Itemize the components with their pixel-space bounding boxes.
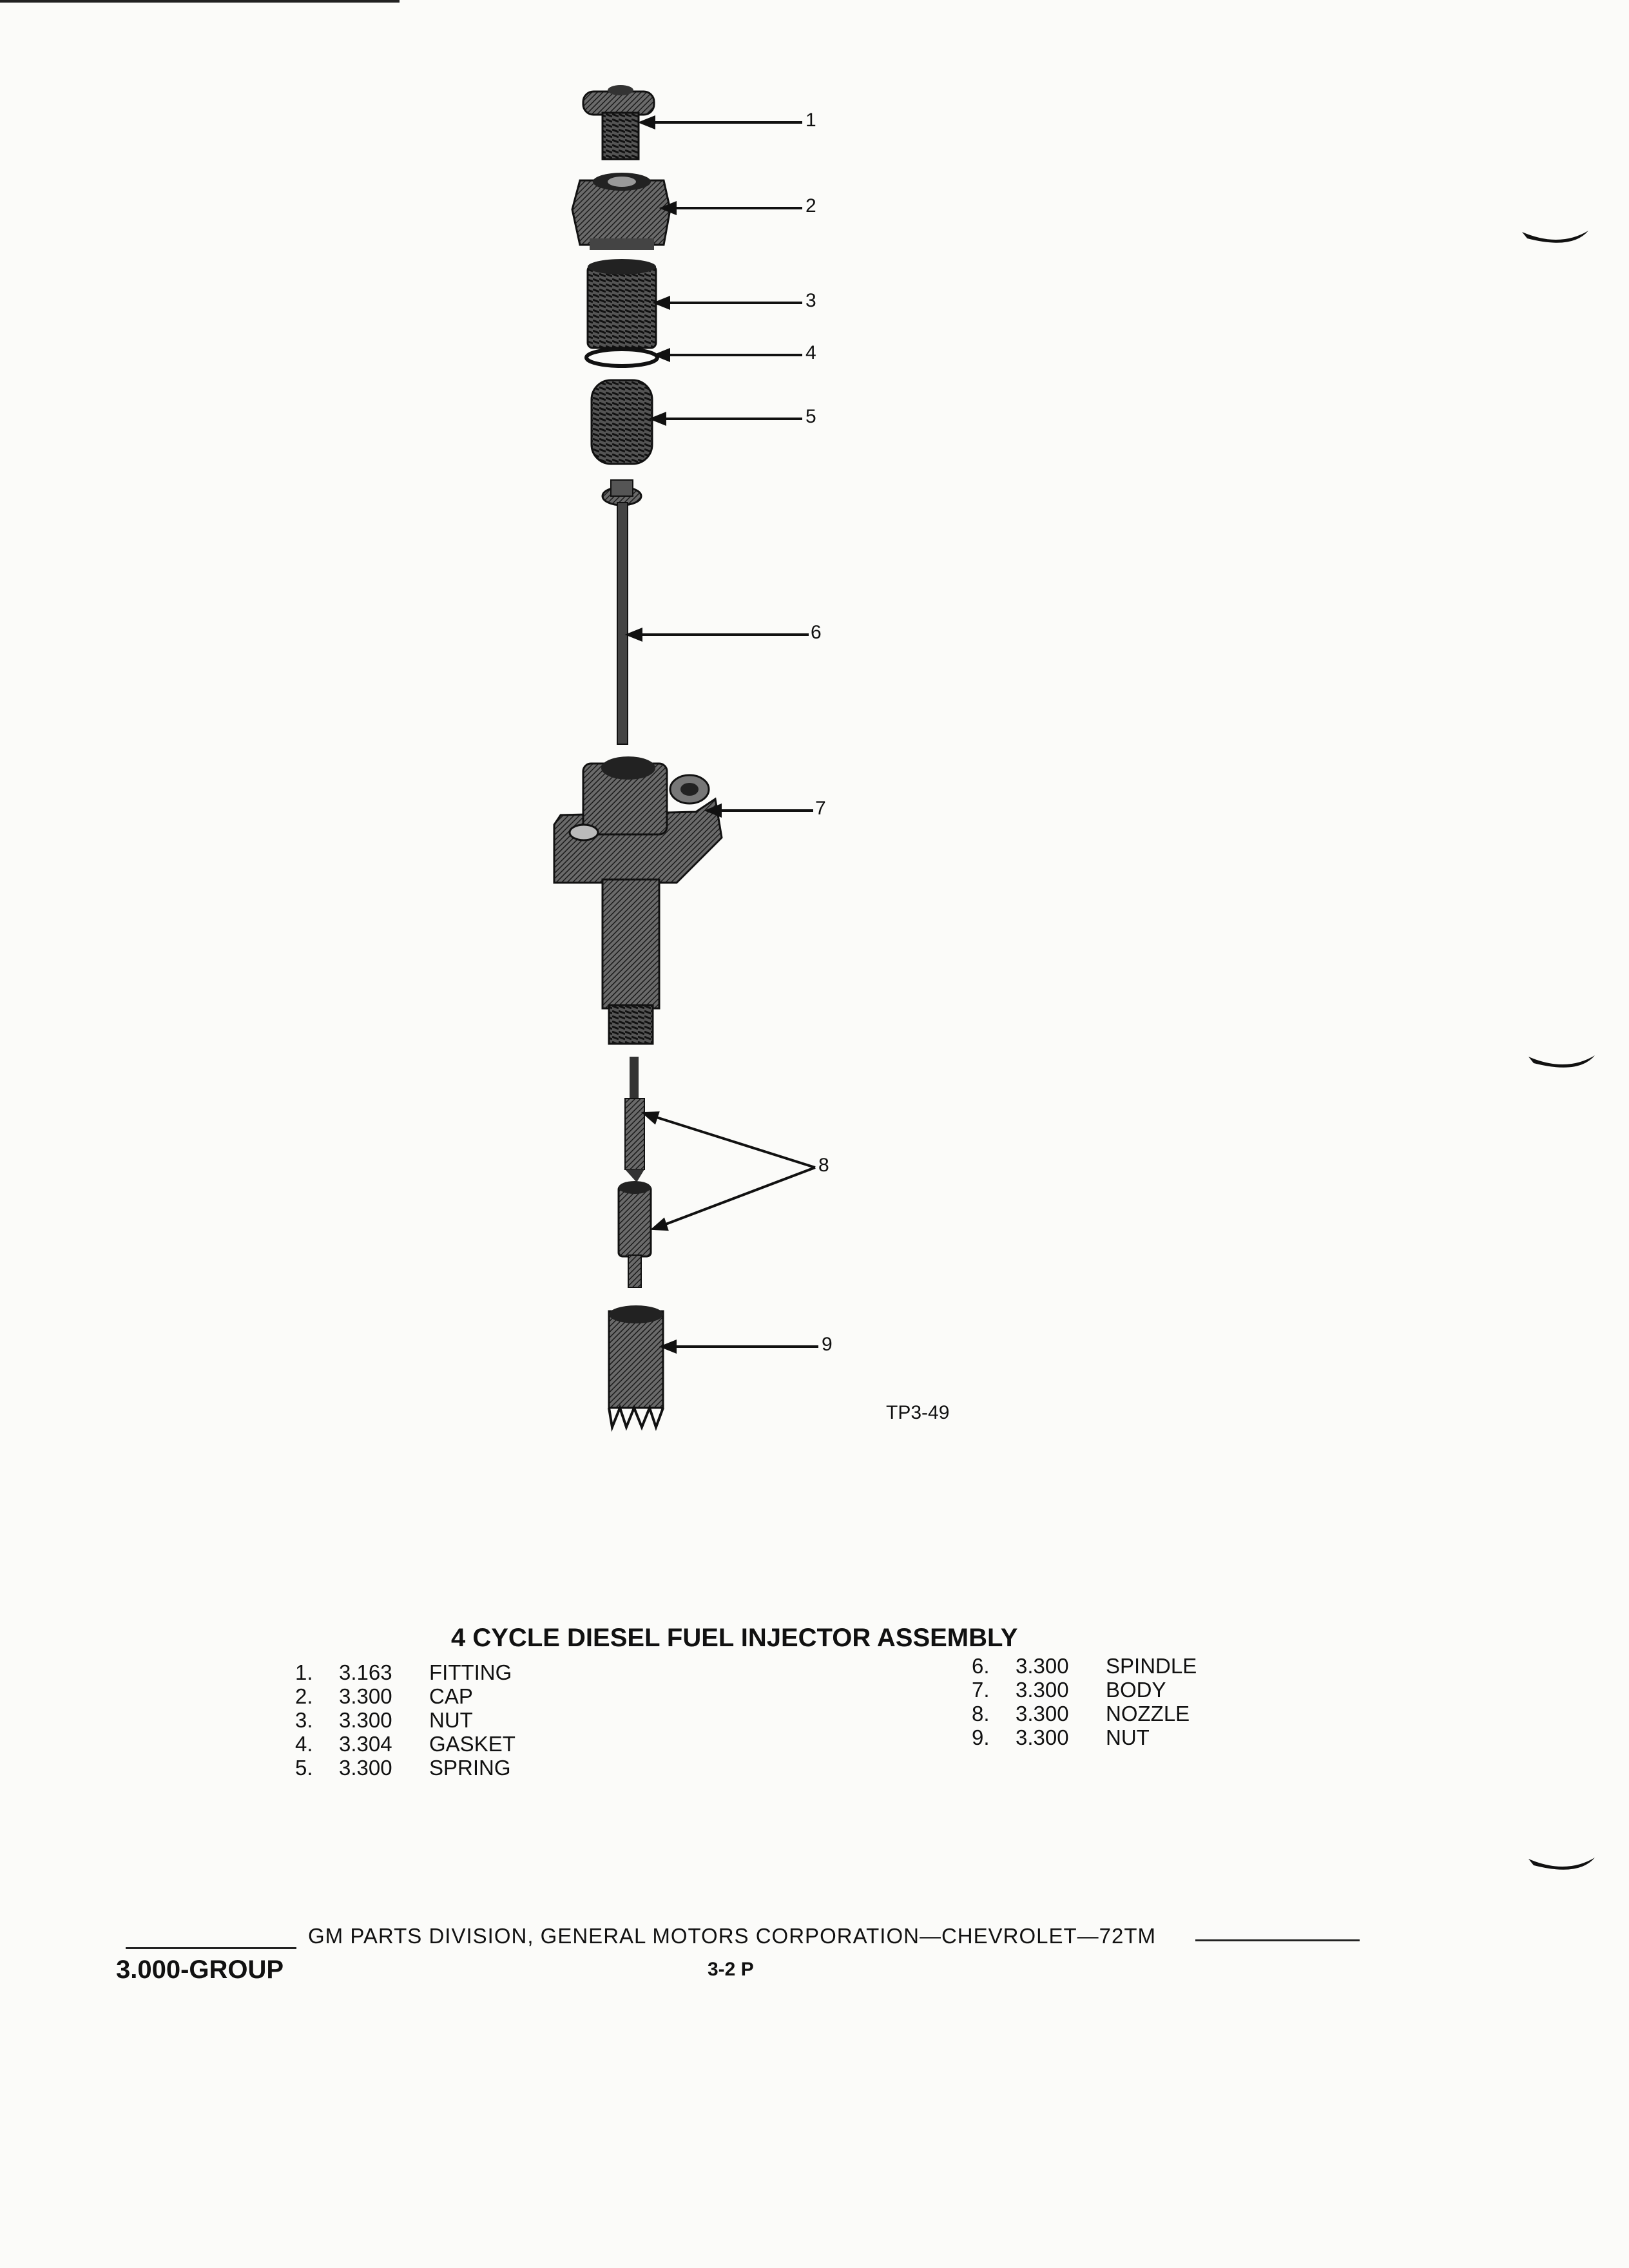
leader-lines (628, 117, 818, 1352)
figure-code: TP3-49 (886, 1402, 950, 1423)
parts-list-left (295, 1660, 516, 1780)
part-name: NUT (429, 1708, 473, 1732)
parts-row (295, 1684, 516, 1708)
parts-row (972, 1702, 1197, 1725)
binder-hole-mark (1527, 1044, 1605, 1082)
callout-4: 4 (805, 342, 816, 363)
part-number: 5. (295, 1756, 313, 1780)
gasket-part (586, 349, 657, 366)
parts-row (295, 1756, 516, 1780)
part-number: 7. (972, 1678, 990, 1702)
part-number: 1. (295, 1660, 313, 1684)
parts-list-right (972, 1654, 1197, 1749)
part-name: FITTING (429, 1660, 512, 1684)
part-name: BODY (1106, 1678, 1166, 1702)
part-number: 6. (972, 1654, 990, 1678)
parts-row (295, 1708, 516, 1732)
part-code: 3.300 (1016, 1678, 1069, 1702)
part-name: GASKET (429, 1732, 516, 1756)
callout-1: 1 (805, 110, 816, 131)
part-number: 2. (295, 1684, 313, 1708)
part-code: 3.300 (339, 1756, 392, 1780)
part-name: SPINDLE (1106, 1654, 1197, 1678)
part-number: 3. (295, 1708, 313, 1732)
callout-6: 6 (811, 622, 822, 643)
nozzle-part (619, 1057, 651, 1287)
spindle-part (602, 480, 641, 744)
parts-row (972, 1725, 1197, 1749)
callout-5: 5 (805, 406, 816, 427)
footer-rule-left (126, 1947, 296, 1949)
callout-2: 2 (805, 195, 816, 216)
part-code: 3.300 (1016, 1654, 1069, 1678)
nut-part (588, 259, 656, 348)
part-code: 3.163 (339, 1660, 392, 1684)
parts-row (972, 1678, 1197, 1702)
part-name: NUT (1106, 1725, 1150, 1749)
body-part (554, 756, 722, 1044)
part-code: 3.300 (339, 1708, 392, 1732)
cap-part (572, 173, 670, 250)
part-code: 3.300 (339, 1684, 392, 1708)
part-number: 9. (972, 1725, 990, 1749)
nozzle-nut-part (609, 1305, 663, 1427)
parts-row (295, 1660, 516, 1684)
footer-rule-right (1195, 1939, 1360, 1941)
callout-3: 3 (805, 290, 816, 311)
part-number: 4. (295, 1732, 313, 1756)
binder-hole-mark (1521, 219, 1598, 258)
callout-8: 8 (818, 1155, 829, 1176)
parts-row (972, 1654, 1197, 1678)
publisher-line: GM PARTS DIVISION, GENERAL MOTORS CORPORATION—CHEVROLET—72TM (308, 1924, 1157, 1948)
parts-row (295, 1732, 516, 1756)
assembly-title: 4 CYCLE DIESEL FUEL INJECTOR ASSEMBLY (451, 1624, 1018, 1652)
spring-part (592, 380, 652, 464)
group-label: 3.000-GROUP (116, 1956, 284, 1984)
part-name: NOZZLE (1106, 1702, 1190, 1725)
part-name: CAP (429, 1684, 473, 1708)
page-number: 3-2 P (708, 1959, 754, 1980)
part-code: 3.300 (1016, 1725, 1069, 1749)
binder-hole-mark (1527, 1846, 1605, 1885)
part-code: 3.300 (1016, 1702, 1069, 1725)
part-code: 3.304 (339, 1732, 392, 1756)
part-name: SPRING (429, 1756, 511, 1780)
callout-9: 9 (822, 1334, 833, 1355)
callout-7: 7 (815, 798, 826, 819)
part-number: 8. (972, 1702, 990, 1725)
